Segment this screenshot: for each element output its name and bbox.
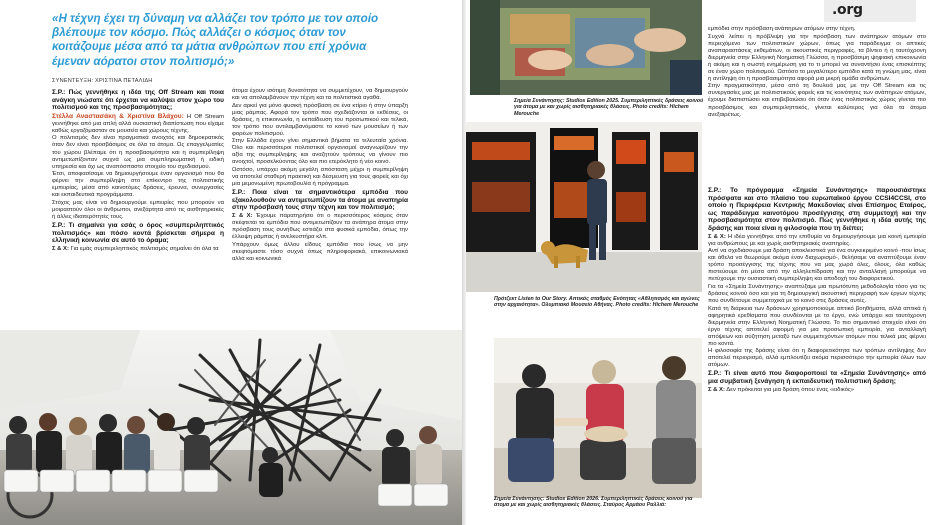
question-4: Σ.Ρ.: Το πρόγραμμα «Σημεία Συνάντησης» παρουσιάστηκε πρόσφατα και στο πλαίσιο του ευρωπαϊκού έργου CCSI4CCSI, στο οποίο η Περιφέρεια Κεντρικής Μακεδονίας είναι Επίσημος Εταίρος, ως παράδειγμα καινοτόμου προσέγγισης στη συμμετοχή και την προσβασιμότητα στον πολιτισμό. Πώς γεννήθηκε η ιδέα αυτής της δράσης και ποια είναι η φιλοσοφία που τη διέπει; xyxy=(708,187,926,232)
speaker-tag: Σ & Χ: xyxy=(708,233,726,240)
left-column-2 xyxy=(232,88,408,263)
right-answer-1 xyxy=(708,234,926,248)
speaker-tag: Σ & Χ: xyxy=(232,212,253,219)
answer-1 xyxy=(52,113,224,135)
org-logo-text: .org xyxy=(832,2,863,18)
answer-1-text: Η Off Stream γεννήθηκε από μια απλή αλλά ουσιαστική διαπίστωση που είχαμε καθώς εργαζόμασταν σε μουσεία και χώρους τέχνης. xyxy=(52,113,224,134)
right-answer-4: Κατά τη διάρκεια των δράσεων χρησιμοποιούμε απτικό βοηθήματα, αλλά απτικά ή αφηρητικά ερεθίσματα που συνδέονται με το έργο, ενώ υπάρχει και ταυτόχρονη διερμηνεία στην Ελληνική Νοηματική Γλώσσα. Το πιο σημαντικό στοιχείο είναι ότι έργο τέχνης αποτελεί αφορμή για μια προσωπική εμπειρία, για ανταλλαγή απόψεων και σύζητηση μεταξύ των συμμετεχόντων ατόμων που τελικά μας φέρνει πιο κοντά. xyxy=(708,305,926,347)
answer-5 xyxy=(52,246,224,253)
answer-6 xyxy=(232,213,408,241)
speaker-tag: Σ & Χ: xyxy=(52,245,69,252)
right-answer-2: Αντί να σχεδιάσουμε μια δράση αποκλειστικά για ένα συγκεκριμένο κοινό -που ίσως και άθελα να θεωρούμε ακόμα έναν διαχωρισμό-, θελήσαμε να αναπτύξουμε έναν τρόπο προσέγγισης της τέχνης που να μας χωρά όλες, όλους, όλα καθώς πιστεύουμε ότι μέσα από την αλληλεπίδραση και την ανταλλαγή μπορούμε να πετύχουμε την ουσιαστική συμπερίληψη και αποδοχή του διαφορετικού. xyxy=(708,248,926,283)
answer-6-text: Έχουμε παρατηρήσει ότι ο περισσότερος κόσμος όταν σκέφτεται τα εμπόδια που αντιμετωπίζουν τα ανάπηρα άτομα στην πρόσβαση τους συνήθως εστιάζει στα φυσικά εμπόδια, όπως την έλλειψη ράμπας ή ανελκυστήρα κλπ. xyxy=(232,212,408,241)
right-answer-3: Για τα «Σημεία Συνάντησης» αναπτύξαμε μια πρωτότυπη μεθοδολογία τόσο για τις δράσεις κοινού όσο και για τη δημιουργική ακουστική περιγραφή των έργων τέχνης που συνθέτουμε συμμετοχικά με το κοινό στις δράσεις αυτές. xyxy=(708,283,926,304)
left-column-1 xyxy=(52,88,224,253)
right-answer-6 xyxy=(708,387,926,394)
answer-3: Έτσι, αποφασίσαμε να δημιουργήσουμε έναν οργανισμό που θα φέρνει την συμπερίληψη στο επίκεντρο της πολιτιστικής εμπειρίας, μέσα από καινοτόμες δράσεις, έρευνα, συνεργασίες και εκπαιδευτικά προγράμματα. xyxy=(52,171,224,199)
paragraph-1: άτομα έχουν ισότιμη δυνατότητα να συμμετέχουν, να δημιουργούν και να απολαμβάνουν την τέχνη και τα πολιτιστικά αγαθά. xyxy=(232,88,408,102)
right-answer-1-text: Η ιδέα γεννήθηκε από την επιθυμία να δημιουργήσουμε μια κοινή εμπειρία για ανθρώπους με και χωρίς αισθητηριακές αναπηρίες. xyxy=(708,233,926,247)
right-paragraph-3: Στην πραγματικότητα, μέσα από τη δουλειά μας με την Off Stream και τις συνεργασίες μας με πολιτιστικούς φορείς και τις κοινότητες των ανάπηρων ατόμων, έχουμε διαπιστώσει και επιβεβαιώσει ότι όταν ένας πολιτιστικός χώρος γίνεται πιο προσβάσιμος και συμπεριληπτικός, γίνεται καλύτερος για όλα τα άτομα ανεξαιρέτως. xyxy=(708,83,926,118)
right-paragraph-1: εμπόδια στην πρόσβαση ανάπηρων ατόμων στην τέχνη. xyxy=(708,26,856,32)
right-answer-6-text: Δεν πρόκειται για μια δράση όπου ένας «ειδικός» xyxy=(726,386,855,393)
caption-1: Σημεία Συνάντησης: Studios Edition 2025. Συμπεριληπτικές δράσεις κοινού για άτομα με και χωρίς αισθητηριακές θλάσεις. Photo credits: Hichem Merouche xyxy=(514,98,704,117)
answer-4: Στόχος μας είναι να δημιουργούμε εμπειρίες που μπορούν να μοιραστούν όλοι οι άνθρωποι, ανεξάρτητα από τις αισθητηριακές ή άλλες ιδιαιτερότητές τους. xyxy=(52,199,224,220)
question-5: Σ.Ρ.: Τι είναι αυτό που διαφοροποιεί τα «Σημεία Συνάντησης» από μια συμβατική ξενάγηση ή εκπαιδευτική πολιτιστική δράση; xyxy=(708,370,926,386)
group-activity-photo xyxy=(494,338,702,498)
question-1: Σ.Ρ.: Πώς γεννήθηκε η ιδέα της Off Stream και ποια ανάγκη νιώσατε ότι έρχεται να καλύψει στον χώρο του πολιτισμού και της προσβασιμότητας; xyxy=(52,89,224,112)
question-2: Σ.Ρ.: Τι σημαίνει για εσάς ο όρος «συμπεριληπτικός πολιτισμός» και πόσο κοντά βρίσκεται σήμερα η ελληνική κοινωνία σε αυτό το όραμα; xyxy=(52,221,224,245)
gallery-group-photo xyxy=(0,330,462,525)
question-3: Σ.Ρ.: Ποια είναι τα σημαντικότερα εμπόδια που εξακολουθούν να αντιμετωπίζουν τα άτομα με αναπηρία στην πρόσβασή τους στην τέχνη και τον πολιτισμό; xyxy=(232,189,408,212)
answer-2: Ο πολιτισμός δεν είναι πραγματικά ανοιχτός και δημοκρατικός όταν δεν είναι προσβάσιμος σε όλα τα άτομα. Ως επαγγελματίες του χώρου βλέπαμε ότι η προσβασιμότητα και η συμπερίληψη αντιμετωπίζονταν συχνά ως μια συμπληρωματική ή ειδική υπηρεσία και όχι ως αναπόσπαστο στοιχείο του σχεδιασμού. xyxy=(52,135,224,170)
answerers: Στέλλα Αναστασάκη & Χριστίνα Βλάχου: xyxy=(52,112,184,120)
right-answer-5: Η φιλοσοφία της δράσης είναι ότι η διαφορετικότητα των τρόπων αντίληψης δεν αποτελεί περιορισμό, αλλά εμπλουτίζει ακόμα περισσότερο την εμπειρία όλων των ατόμων. xyxy=(708,348,926,369)
left-page xyxy=(0,0,462,525)
group-photo-illustration xyxy=(494,338,702,498)
right-page xyxy=(466,0,930,525)
paragraph-4: Ωστόσο, υπάρχει ακόμη μεγάλη απόσταση μέχρι η συμπερίληψη να αποτελεί σταθερή πρακτική και δέσμευση για τους φορείς και όχι μια μεμονωμένη πρωτοβουλία ή πρόγραμμα. xyxy=(232,167,408,188)
tactile-photo-illustration xyxy=(470,0,702,95)
pull-quote: «Η τέχνη έχει τη δύναμη να αλλάζει τον τρόπο με τον οποίο βλέπουμε τον κόσμο. Πώς αλλάζει ο κόσμος όταν τον κοιτάζουμε μέσα από τα μάτια ανθρώπων που επί χρόνια έμεναν αόρατοι στον πολιτισμό;» xyxy=(52,12,379,68)
right-column-top xyxy=(708,26,926,119)
org-logo xyxy=(824,0,916,22)
right-paragraph-2: Συχνά λείπει η πρόβλεψη για την πρόσβαση των ανάπηρων ατόμων στο περιεχόμενο των πολιτιστικών χώρων, όπως για παράδειγμα οι απτικές αναπαραστάσεις εκθεμάτων, οι ακουστικές περιγραφές, τα βίντεο ή η ταυτόχρονη διερμηνεία στην Ελληνική Νοηματική Γλώσσα, η προσβάσιμη ψηφιακή επικοινωνία ή ακόμη και η σωστή ενημέρωση για το τι μπορεί να συναντήσει ένας επισκέπτης σε έναν χώρο πολιτισμού. Ωστόσο το μεγαλύτερο εμπόδιο κατά τη γνώμη μας, είναι η αντίληψη ότι η προσβασιμότητα αφορά μια μικρή ομάδα ανθρώπων. xyxy=(708,33,926,82)
museum-exhibit-photo xyxy=(466,122,702,292)
answer-5-text: Για εμάς συμπεριληπτικός πολιτισμός σημαίνει ότι όλα τα xyxy=(70,245,219,252)
caption-3: Σημεία Συνάντησης: Studios Edition 2026. Συμπεριληπτικές δράσεις κοινού για άτομα με και χωρίς αισθητηριακές θλάσεις. Σταύρος Αρμάου Ραλλιά: xyxy=(494,496,693,509)
paragraph-3: Στην Ελλάδα έχουν γίνει σημαντικά βήματα τα τελευταία χρόνια. Όλο και περισσότεροι πολιτιστικοί οργανισμοί αναγνωρίζουν την αξία της συμπερίληψης και αναζητούν τρόπους να γίνουν πιο ανοιχτοί, προσελκύοντας όλο και πιο ετερόκλητο ή νέο κοινό. xyxy=(232,138,408,166)
gallery-photo-illustration xyxy=(0,330,462,525)
paragraph-2: Δεν αρκεί για μόνο φυσική πρόσβαση σε ένα κτίριο ή στην ύπαρξη μιας ράμπας. Αφορά τον τρόπο που σχεδιάζονται οι εκθέσεις, οι δράσεις, η επικοινωνία, η εκπαίδευση του προσωπικού και τελικά, τον τρόπο που αντιλαμβανόμαστε το κοινό των μουσείων ή των φορέων πολιτισμού. xyxy=(232,102,408,137)
answer-7: Υπάρχουν όμως άλλου είδους εμπόδια που ίσως να μην σκεφτόμαστε τόσο συχνά όπως πληροφοριακά, επικοινωνιακά αλλά και κοινωνικά xyxy=(232,241,408,262)
caption-2: Πρότζεκτ Listen to Our Story. Απτικός σταθμός Ενότητας «Αθλητισμός και αγώνες στην αρχαιότητα». Ολυμπιακό Μουσείο Αθήνας. Photo credits: Hichem Merouche xyxy=(494,296,700,309)
tactile-activity-photo xyxy=(470,0,702,95)
speaker-tag: Σ & Χ: xyxy=(708,386,725,393)
museum-photo-illustration xyxy=(466,122,702,292)
byline: ΣΥΝΕΝΤΕΥΞΗ: ΧΡΙΣΤΙΝΑ ΠΕΤΑΛΙΔΗ xyxy=(52,78,153,84)
right-column-bottom xyxy=(708,186,926,394)
